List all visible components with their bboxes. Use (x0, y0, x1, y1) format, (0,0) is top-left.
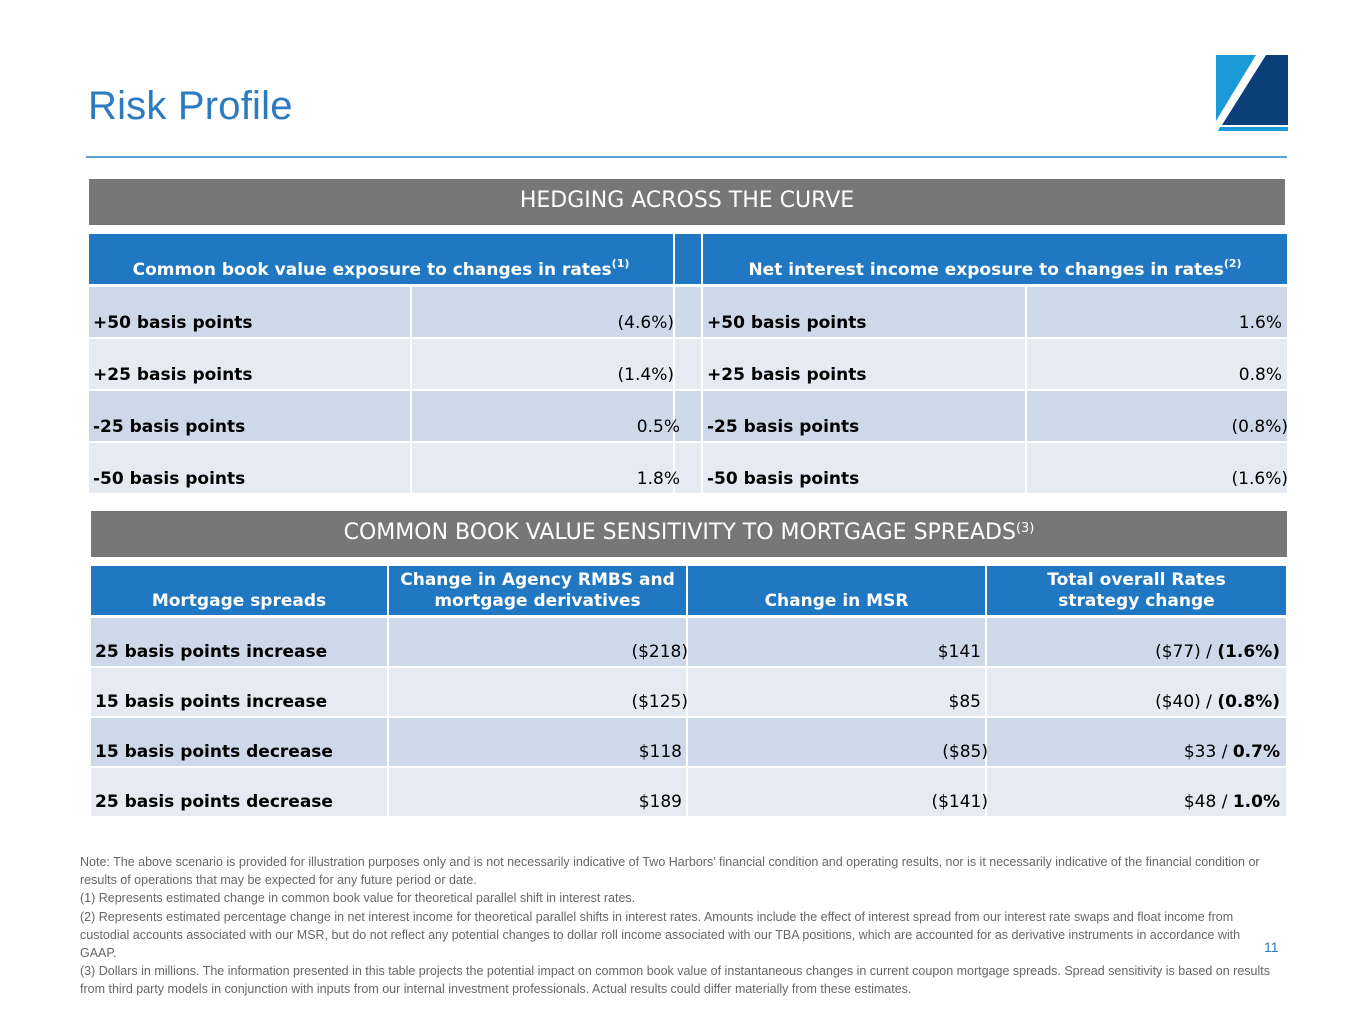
total-value (1000, 742, 1280, 762)
rmbs-value: ($218) (631, 642, 688, 662)
sensitivity-band-text: COMMON BOOK VALUE SENSITIVITY TO MORTGAGE SPREADS (343, 520, 1016, 545)
col-header-rmbs (389, 566, 686, 615)
bv-row-label: +25 basis points (93, 365, 253, 385)
page-number: 11 (1264, 939, 1279, 955)
rmbs-value: ($125) (631, 692, 688, 712)
col-header-msr (688, 566, 985, 615)
bv-row-value: 1.8% (636, 469, 680, 489)
col-header-rmbs-line2: mortgage derivatives (434, 591, 641, 611)
total-dollar: ($77) / (1155, 642, 1218, 662)
spread-row-label: 25 basis points decrease (95, 792, 333, 812)
footnote-ref-2: (2) (1223, 257, 1242, 270)
nii-row-label: +25 basis points (707, 365, 867, 385)
nii-row-label: -25 basis points (707, 417, 860, 437)
footnotes (80, 853, 1280, 999)
total-dollar: ($40) / (1155, 692, 1218, 712)
col-header-mortgage-spreads-text: Mortgage spreads (151, 591, 327, 611)
note-general: Note: The above scenario is provided for illustration purposes only and is not necessarily indicative of Two Harbors’ financial condition and operating results, nor is it necessarily indicative of the financial condition or results of operations that may be expected for any future period or date. (80, 855, 1260, 888)
total-value (1000, 692, 1280, 712)
bv-row-value: 0.5% (636, 417, 680, 437)
note-1: (1) Represents estimated change in common book value for theoretical parallel shift in interest rates. (80, 891, 636, 906)
bv-exposure-header (89, 234, 673, 284)
bv-row-value: (1.4%) (617, 365, 674, 385)
header-spacer (675, 234, 701, 284)
hedging-band-text: HEDGING ACROSS THE CURVE (519, 188, 855, 213)
row-bg (675, 287, 701, 337)
total-dollar: $33 / (1183, 742, 1233, 762)
col-header-total-line2: strategy change (1058, 591, 1215, 611)
msr-value: ($141) (931, 792, 988, 812)
msr-value: $141 (937, 642, 981, 662)
spread-row-label: 15 basis points increase (95, 692, 328, 712)
bv-row-label: +50 basis points (93, 313, 253, 333)
nii-row-value: (1.6%) (1231, 469, 1288, 489)
col-header-rmbs-line1: Change in Agency RMBS and (400, 570, 675, 590)
page-title: Risk Profile (88, 84, 293, 128)
nii-row-value: 1.6% (1238, 313, 1282, 333)
bv-exposure-header-text: Common book value exposure to changes in rates (132, 260, 612, 280)
note-3: (3) Dollars in millions. The information presented in this table projects the potential impact on common book value of instantaneous changes in current coupon mortgage spreads. Spread sensitivity is based on results from third party models in conjunction with inputs from our internal investment professionals. Actual results could differ materially from these estimates. (80, 964, 1270, 997)
title-divider (86, 156, 1287, 158)
col-header-total (987, 566, 1286, 615)
bv-row-label: -50 basis points (93, 469, 246, 489)
msr-value: ($85) (942, 742, 988, 762)
msr-value: $85 (948, 692, 981, 712)
company-logo (1216, 55, 1288, 131)
total-percent: (0.8%) (1217, 692, 1280, 712)
footnote-ref-1: (1) (611, 257, 630, 270)
nii-row-value: 0.8% (1238, 365, 1282, 385)
bv-row-value: (4.6%) (617, 313, 674, 333)
spread-row-label: 25 basis points increase (95, 642, 328, 662)
col-header-mortgage-spreads (91, 566, 387, 615)
sensitivity-band (91, 511, 1287, 557)
nii-row-label: -50 basis points (707, 469, 860, 489)
nii-exposure-header (703, 234, 1287, 284)
total-dollar: $48 / (1183, 792, 1233, 812)
total-percent: (1.6%) (1217, 642, 1280, 662)
footnote-ref-3: (3) (1015, 521, 1035, 536)
spread-row-label: 15 basis points decrease (95, 742, 333, 762)
nii-row-value: (0.8%) (1231, 417, 1288, 437)
row-bg (675, 339, 701, 389)
col-header-msr-text: Change in MSR (764, 591, 909, 611)
total-percent: 1.0% (1232, 792, 1280, 812)
note-2: (2) Represents estimated percentage change in net interest income for theoretical parallel shifts in interest rates. Amounts include the effect of interest spread from our interest rate swaps and float income from custodial accounts associated with our MSR, but do not reflect any potential changes to dollar roll income associated with our TBA positions, which are accounted for as derivative instruments in accordance with GAAP. (80, 909, 1241, 961)
hedging-band (89, 179, 1285, 225)
bv-row-label: -25 basis points (93, 417, 246, 437)
rmbs-value: $189 (638, 792, 682, 812)
total-value (1000, 792, 1280, 812)
nii-row-label: +50 basis points (707, 313, 867, 333)
nii-exposure-header-text: Net interest income exposure to changes in rates (748, 260, 1224, 280)
rmbs-value: $118 (638, 742, 682, 762)
total-percent: 0.7% (1232, 742, 1280, 762)
col-header-total-line1: Total overall Rates (1047, 570, 1226, 590)
total-value (1000, 642, 1280, 662)
